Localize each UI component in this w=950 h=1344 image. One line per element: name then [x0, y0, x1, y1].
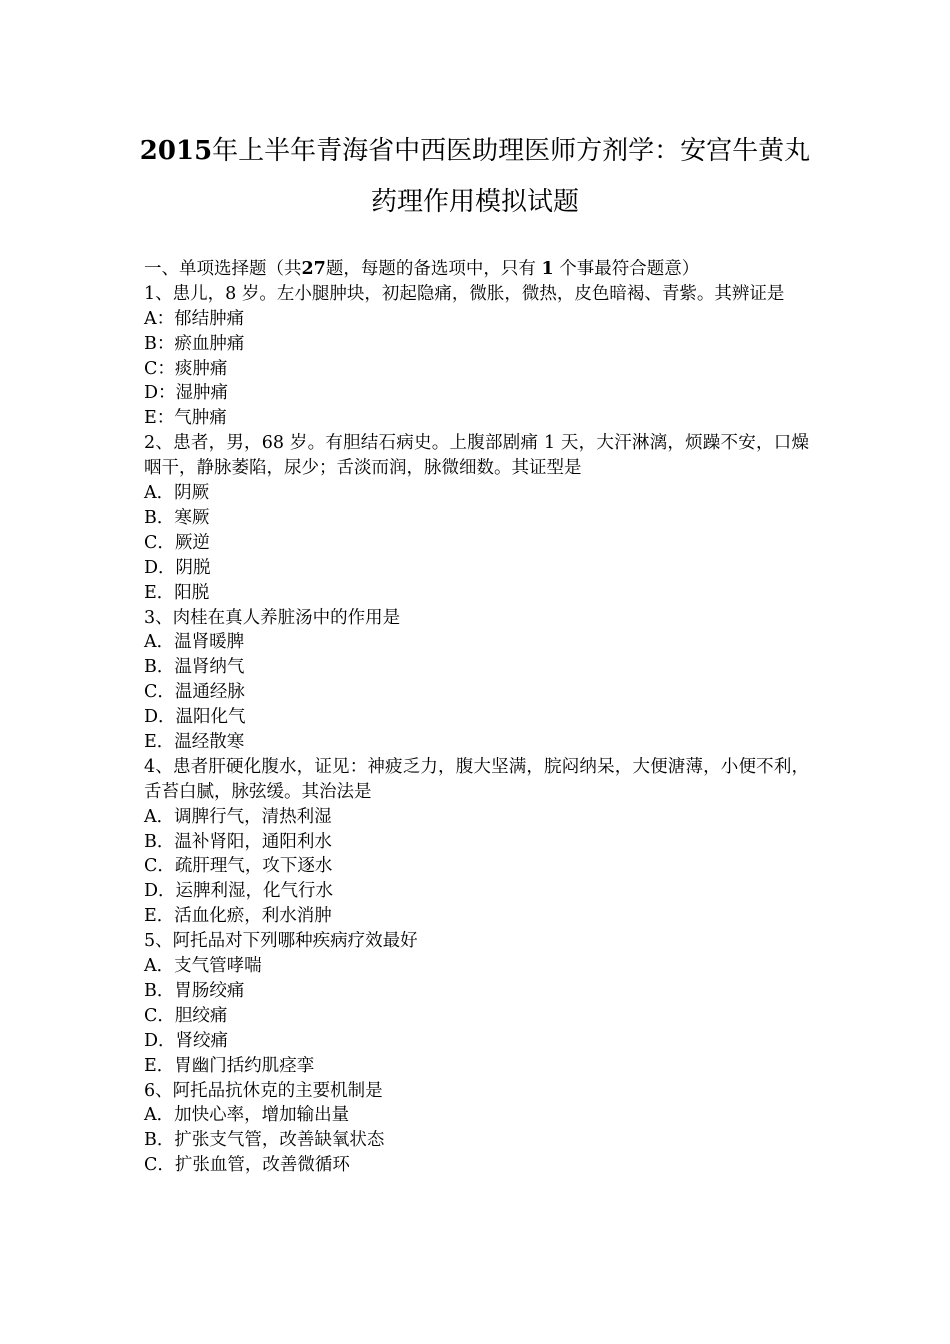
question-2-option-e: E．阳脱: [144, 582, 210, 603]
question-4-option-e: E．活血化瘀，利水消肿: [144, 906, 332, 927]
question-1-stem: 1、患儿，8 岁。左小腿肿块，初起隐痛，微胀，微热，皮色暗褐、青紫。其辨证是: [144, 283, 785, 304]
section-only-count: 1: [541, 259, 554, 279]
question-3-option-b: B．温肾纳气: [144, 657, 245, 678]
exam-content: [144, 257, 809, 1178]
question-1-option-a: A：郁结肿痛: [144, 308, 245, 329]
section-heading: [144, 257, 809, 282]
section-suffix: 个事最符合题意）: [559, 259, 700, 279]
question-5-option-a: A．支气管哮喘: [144, 956, 262, 977]
question-5-stem: 5、阿托品对下列哪种疾病疗效最好: [144, 931, 418, 952]
section-question-count: 27: [301, 259, 326, 279]
question-6-option-c: C．扩张血管，改善微循环: [144, 1155, 350, 1176]
question-5-option-e: E．胃幽门括约肌痉挛: [144, 1055, 315, 1076]
question-4-option-c: C．疏肝理气，攻下逐水: [144, 856, 333, 877]
document-title-line-1: [0, 136, 950, 166]
question-5-option-d: D．肾绞痛: [144, 1030, 229, 1051]
question-4-option-b: B．温补肾阳，通阳利水: [144, 831, 332, 852]
question-6-option-a: A．加快心率，增加输出量: [144, 1105, 350, 1126]
question-6-stem: 6、阿托品抗休克的主要机制是: [144, 1080, 383, 1101]
title-line-1-text: 年上半年青海省中西医助理医师方剂学：安宫牛黄丸: [212, 136, 811, 166]
question-5-option-c: C．胆绞痛: [144, 1005, 228, 1026]
section-prefix: 一、单项选择题（共: [144, 259, 302, 279]
question-4-stem: 4、患者肝硬化腹水，证见：神疲乏力，腹大坚满，脘闷纳呆，大便溏薄，小便不利，舌苔白腻，脉弦缓。其治法是: [144, 756, 809, 802]
question-3-option-c: C．温通经脉: [144, 682, 245, 703]
title-year: 2015: [139, 136, 213, 166]
question-6-option-b: B．扩张支气管，改善缺氧状态: [144, 1130, 385, 1151]
question-1-option-d: D：湿肿痛: [144, 383, 229, 404]
question-4-option-a: A．调脾行气，清热利湿: [144, 806, 332, 827]
question-1-option-c: C：痰肿痛: [144, 358, 228, 379]
question-4-option-d: D．运脾利湿，化气行水: [144, 881, 334, 902]
section-middle: 题，每题的备选项中，只有: [325, 259, 536, 279]
question-2-option-c: C．厥逆: [144, 532, 210, 553]
question-3-option-e: E．温经散寒: [144, 731, 245, 752]
question-5-option-b: B．胃肠绞痛: [144, 980, 245, 1001]
question-2-stem: 2、患者，男，68 岁。有胆结石病史。上腹部剧痛 1 天，大汗淋漓，烦躁不安，口燥咽干，静脉萎陷，尿少；舌淡而润，脉微细数。其证型是: [144, 433, 809, 479]
question-3-option-d: D．温阳化气: [144, 707, 246, 728]
question-2-option-d: D．阴脱: [144, 557, 211, 578]
document-title-line-2: 药理作用模拟试题: [370, 187, 579, 217]
question-3-option-a: A．温肾暖脾: [144, 632, 245, 653]
question-3-stem: 3、肉桂在真人养脏汤中的作用是: [144, 607, 401, 628]
question-2-option-a: A．阴厥: [144, 483, 210, 504]
question-1-option-e: E：气肿痛: [144, 408, 227, 429]
question-2-option-b: B．寒厥: [144, 507, 210, 528]
question-1-option-b: B：瘀血肿痛: [144, 333, 245, 354]
